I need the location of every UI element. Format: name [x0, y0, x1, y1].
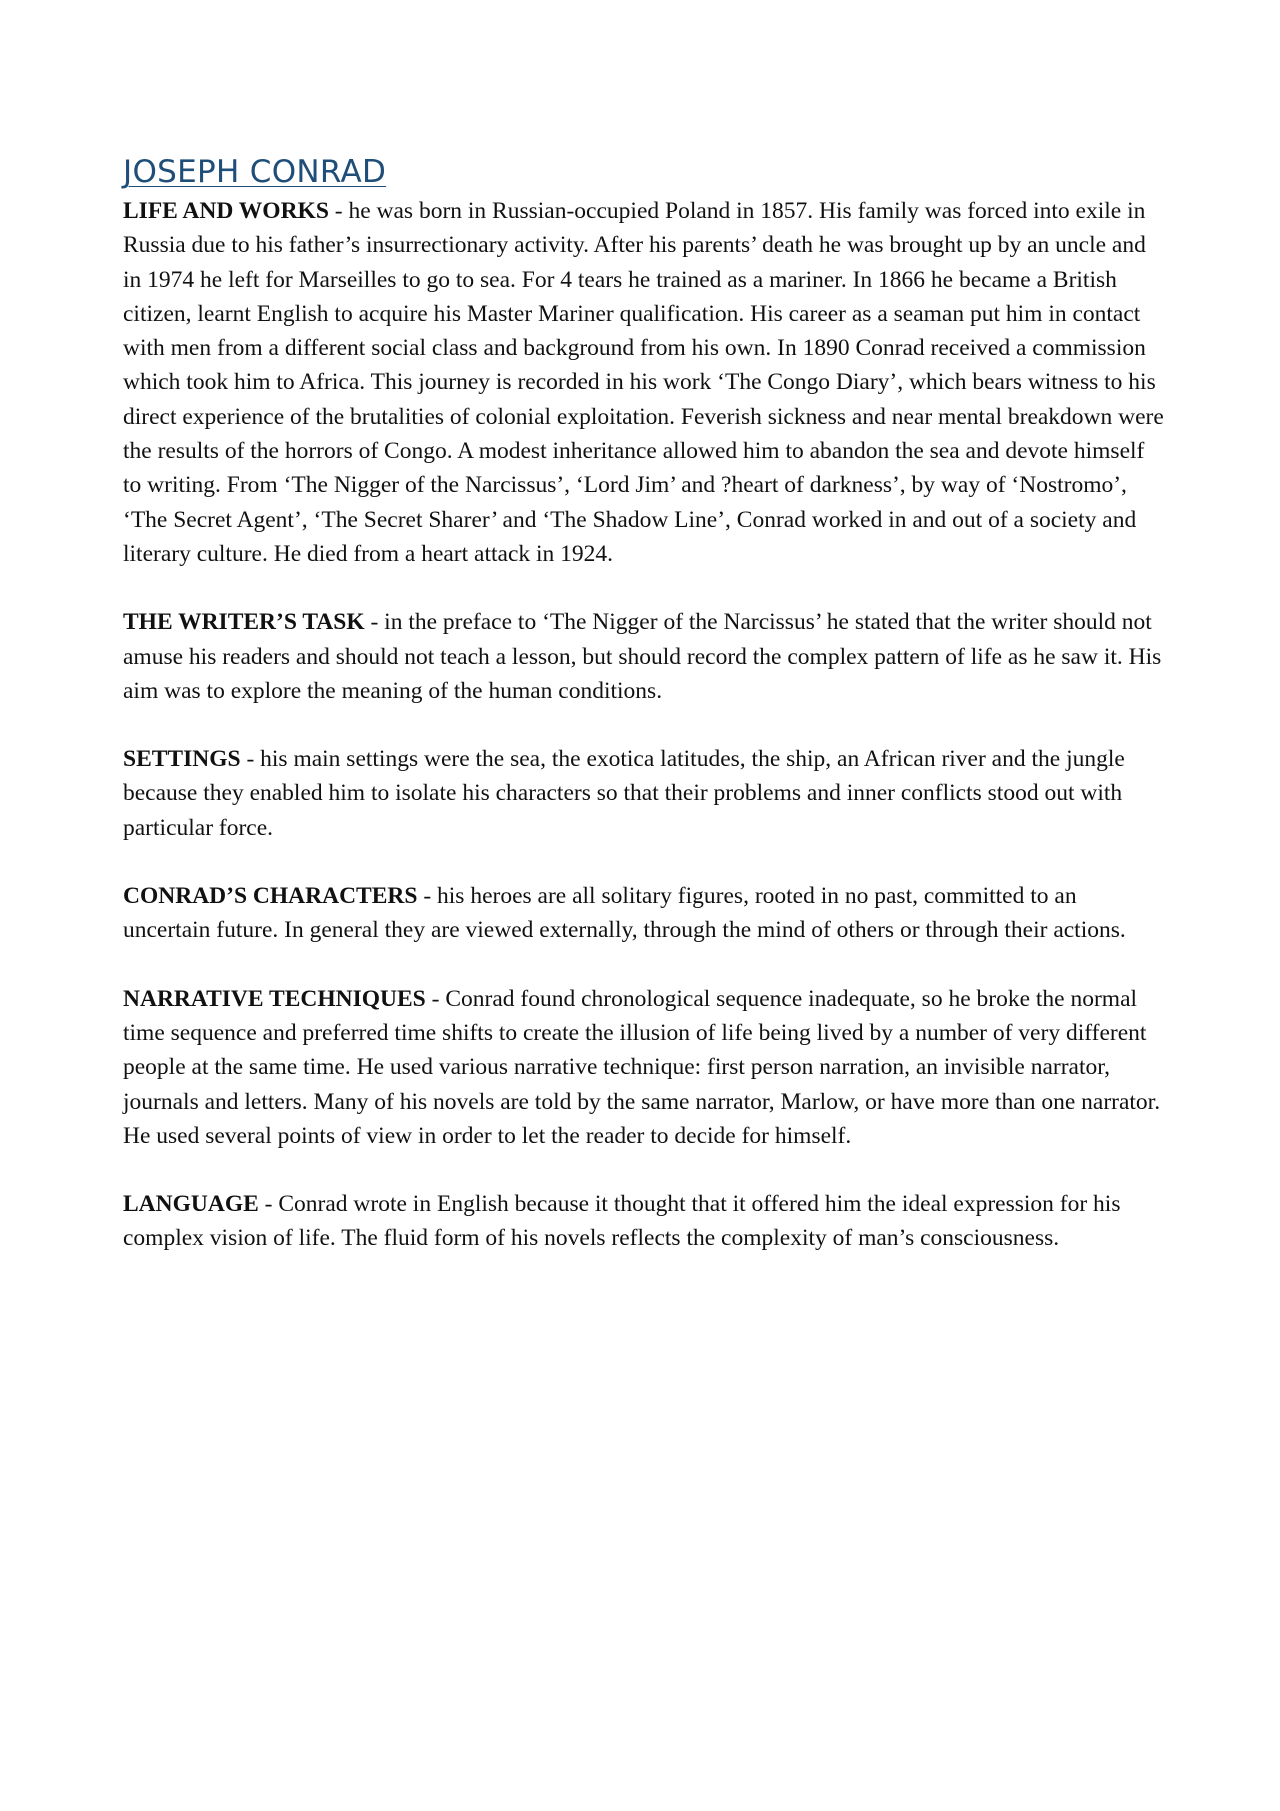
- section-heading: LANGUAGE: [123, 1191, 259, 1218]
- section-characters: [123, 879, 1168, 948]
- section-writers-task: [123, 605, 1168, 708]
- section-heading: NARRATIVE TECHNIQUES: [123, 985, 426, 1012]
- section-narrative-techniques: [123, 982, 1168, 1153]
- document-page: [123, 150, 1168, 1290]
- document-title: JOSEPH CONRAD: [123, 154, 387, 190]
- section-heading: THE WRITER’S TASK: [123, 609, 365, 636]
- section-body: - he was born in Russian-occupied Poland in 1857. His family was forced into exile in Russia due to his father’s insurrectionary activity. After his parents’ death he was brought up by an uncle and in 1974 he left for Marseilles to go to sea. For 4 tears he trained as a mariner. In 1866 he became a British citizen, learnt English to acquire his Master Mariner qualification. His career as a seaman put him in contact with men from a different social class and background from his own. In 1890 Conrad received a commission which took him to Africa. This journey is recorded in his work ‘The Congo Diary’, which bears witness to his direct experience of the brutalities of colonial exploitation. Feverish sickness and near mental breakdown were the results of the horrors of Congo. A modest inheritance allowed him to abandon the sea and devote himself to writing. From ‘The Nigger of the Narcissus’, ‘Lord Jim’ and ?heart of darkness’, by way of ‘Nostromo’, ‘The Secret Agent’, ‘The Secret Sharer’ and ‘The Shadow Line’, Conrad worked in and out of a society and literary culture. He died from a heart attack in 1924.: [123, 198, 1164, 567]
- section-body: - his heroes are all solitary figures, rooted in no past, committed to an uncertain future. In general they are viewed externally, through the mind of others or through their actions.: [123, 883, 1126, 944]
- section-body: - Conrad found chronological sequence inadequate, so he broke the normal time sequence and preferred time shifts to create the illusion of life being lived by a number of very different people at the same time. He used various narrative technique: first person narration, an invisible narrator, journals and letters. Many of his novels are told by the same narrator, Marlow, or have more than one narrator. He used several points of view in order to let the reader to decide for himself.: [123, 985, 1161, 1149]
- section-heading: CONRAD’S CHARACTERS: [123, 883, 418, 910]
- section-body: - in the preface to ‘The Nigger of the Narcissus’ he stated that the writer should not amuse his readers and should not teach a lesson, but should record the complex pattern of life as he saw it. His aim was to explore the meaning of the human conditions.: [123, 609, 1162, 704]
- section-body: - his main settings were the sea, the exotica latitudes, the ship, an African river and the jungle because they enabled him to isolate his characters so that their problems and inner conflicts stood out with particular force.: [123, 746, 1125, 841]
- section-life-and-works: [123, 194, 1168, 571]
- section-language: [123, 1187, 1168, 1256]
- section-body: - Conrad wrote in English because it thought that it offered him the ideal expression for his complex vision of life. The fluid form of his novels reflects the complexity of man’s consciousness.: [123, 1191, 1121, 1252]
- section-heading: LIFE AND WORKS: [123, 198, 329, 224]
- section-settings: [123, 742, 1168, 845]
- section-heading: SETTINGS: [123, 746, 241, 773]
